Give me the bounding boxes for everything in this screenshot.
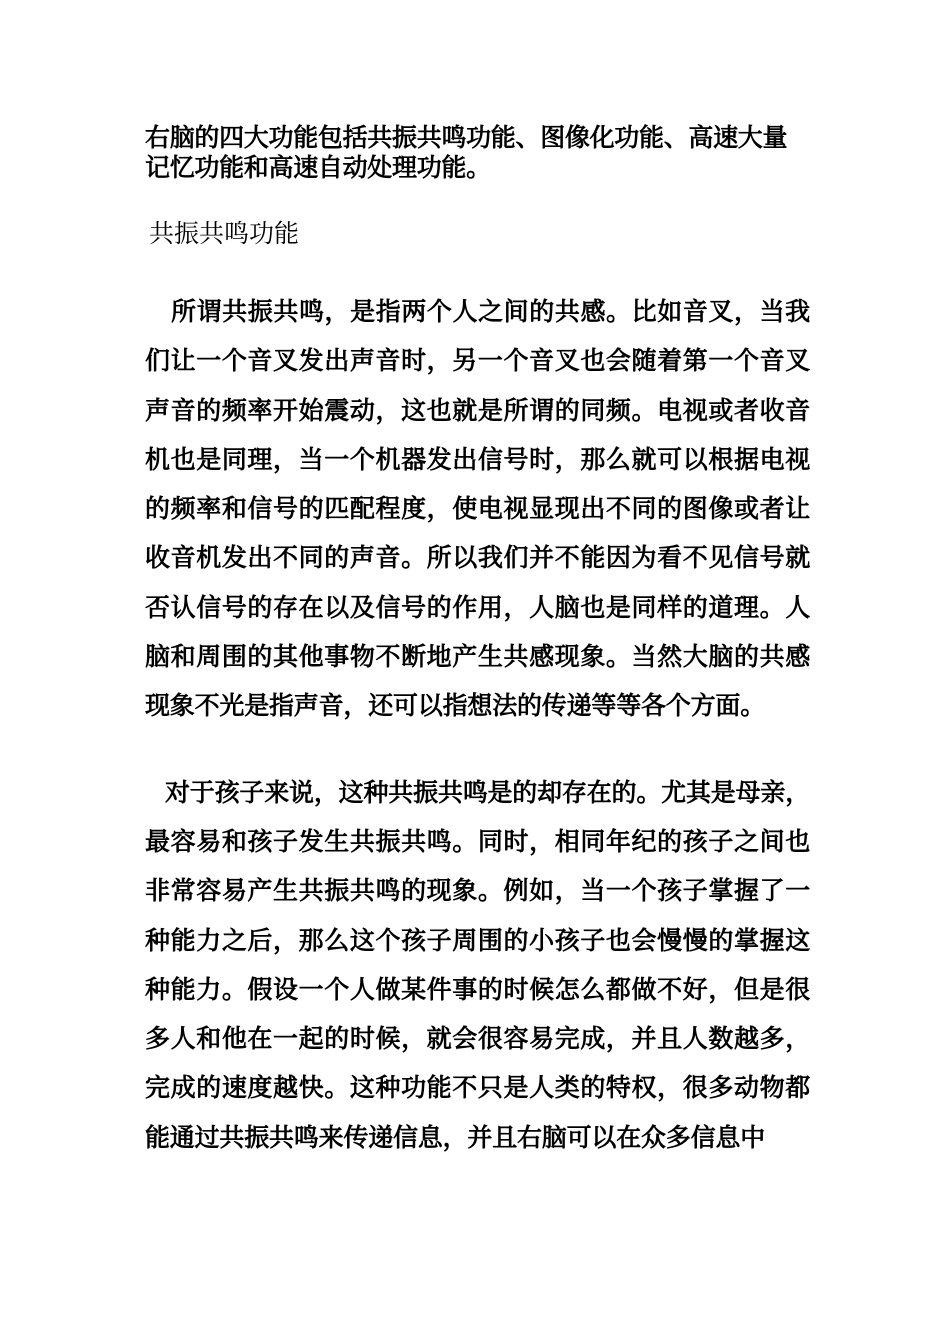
document-body <box>145 123 810 1162</box>
section-heading: 共振共鸣功能 <box>149 219 300 248</box>
body-paragraph-2: 对于孩子来说，这种共振共鸣是的却存在的。尤其是母亲，最容易和孩子发生共振共鸣。同时，相同年纪的孩子之间也非常容易产生共振共鸣的现象。例如，当一个孩子掌握了一种能力之后，那么这个孩子周围的小孩子也会慢慢的掌握这种能力。假设一个人做某件事的时候怎么都做不好，但是很多人和他在一起的时候，就会很容易完成，并且人数越多，完成的速度越快。这种功能不只是人类的特权，很多动物都能通过共振共鸣来传递信息，并且右脑可以在众多信息中 <box>145 777 810 1152</box>
intro-paragraph: 右脑的四大功能包括共振共鸣功能、图像化功能、高速大量记忆功能和高速自动处理功能。 <box>145 123 788 182</box>
body-paragraph-1: 所谓共振共鸣，是指两个人之间的共感。比如音叉，当我们让一个音叉发出声音时，另一个音叉也会随着第一个音叉声音的频率开始震动，这也就是所谓的同频。电视或者收音机也是同理，当一个机器发出信号时，那么就可以根据电视的频率和信号的匹配程度，使电视显现出不同的图像或者让收音机发出不同的声音。所以我们并不能因为看不见信号就否认信号的存在以及信号的作用，人脑也是同样的道理。人脑和周围的其他事物不断地产生共感现象。当然大脑的共感现象不光是指声音，还可以指想法的传递等等各个方面。 <box>145 297 810 721</box>
